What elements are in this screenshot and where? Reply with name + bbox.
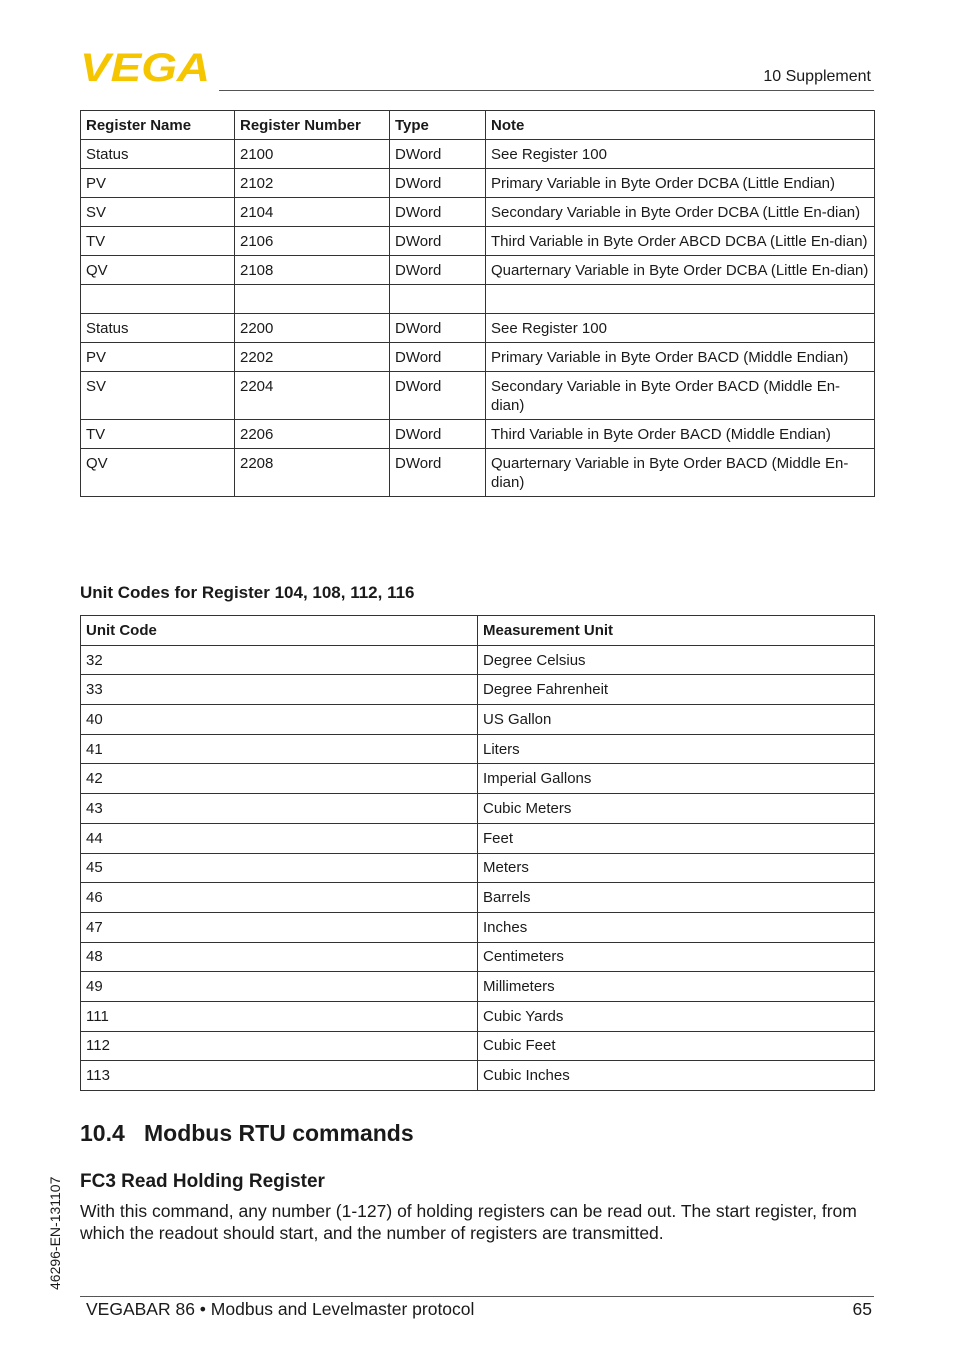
- cell-register-name: [81, 285, 235, 314]
- table-row: [81, 675, 875, 705]
- cell-unit-code: 45: [81, 853, 478, 883]
- table-row: [81, 198, 875, 227]
- cell-measurement-unit: Liters: [478, 734, 875, 764]
- svg-text:VEGA: VEGA: [80, 50, 210, 84]
- cell-type: [390, 285, 486, 314]
- cell-unit-code: 44: [81, 823, 478, 853]
- cell-register-number: 2208: [235, 449, 390, 497]
- section-title: Modbus RTU commands: [144, 1120, 414, 1146]
- header-type: Type: [390, 111, 486, 140]
- cell-register-number: 2102: [235, 169, 390, 198]
- cell-note: See Register 100: [486, 140, 875, 169]
- cell-measurement-unit: Cubic Meters: [478, 794, 875, 824]
- cell-type: DWord: [390, 227, 486, 256]
- cell-measurement-unit: Centimeters: [478, 942, 875, 972]
- body-paragraph: With this command, any number (1-127) of holding registers can be read out. The start register, from which the readout should start, and the number of registers are transmitted.: [80, 1201, 857, 1243]
- cell-measurement-unit: Feet: [478, 823, 875, 853]
- cell-unit-code: 43: [81, 794, 478, 824]
- cell-register-name: QV: [81, 449, 235, 497]
- cell-register-name: TV: [81, 420, 235, 449]
- cell-register-number: 2108: [235, 256, 390, 285]
- cell-measurement-unit: Barrels: [478, 883, 875, 913]
- header-register-name: Register Name: [81, 111, 235, 140]
- cell-note: Secondary Variable in Byte Order BACD (Middle En-dian): [486, 372, 875, 420]
- cell-register-name: SV: [81, 198, 235, 227]
- cell-note: [486, 285, 875, 314]
- cell-type: DWord: [390, 372, 486, 420]
- footer-title: VEGABAR 86 • Modbus and Levelmaster protocol: [86, 1299, 475, 1319]
- cell-note: Quarternary Variable in Byte Order BACD (Middle En-dian): [486, 449, 875, 497]
- header-unit-code: Unit Code: [81, 616, 478, 646]
- unit-codes-title: Unit Codes for Register 104, 108, 112, 116: [80, 583, 415, 602]
- register-table: [80, 110, 875, 497]
- table-row: [81, 285, 875, 314]
- cell-register-name: QV: [81, 256, 235, 285]
- cell-unit-code: 42: [81, 764, 478, 794]
- table-row: [81, 449, 875, 497]
- cell-measurement-unit: Inches: [478, 912, 875, 942]
- section-heading: [80, 1120, 414, 1147]
- table-row: [81, 645, 875, 675]
- cell-measurement-unit: Imperial Gallons: [478, 764, 875, 794]
- table-row: [81, 343, 875, 372]
- cell-measurement-unit: Cubic Feet: [478, 1031, 875, 1061]
- table-row: [81, 883, 875, 913]
- cell-note: Third Variable in Byte Order ABCD DCBA (Little En-dian): [486, 227, 875, 256]
- cell-type: DWord: [390, 169, 486, 198]
- section-number: 10.4: [80, 1120, 125, 1146]
- table-row: [81, 227, 875, 256]
- cell-register-number: 2106: [235, 227, 390, 256]
- footer-rule: [80, 1296, 874, 1297]
- cell-register-name: Status: [81, 140, 235, 169]
- cell-measurement-unit: US Gallon: [478, 705, 875, 735]
- cell-unit-code: 33: [81, 675, 478, 705]
- table-row: [81, 972, 875, 1002]
- header-rule: [219, 90, 874, 91]
- cell-unit-code: 46: [81, 883, 478, 913]
- table-row: [81, 912, 875, 942]
- cell-unit-code: 113: [81, 1061, 478, 1091]
- table-row: [81, 314, 875, 343]
- table-row: [81, 140, 875, 169]
- cell-register-number: 2202: [235, 343, 390, 372]
- header-measurement-unit: Measurement Unit: [478, 616, 875, 646]
- cell-measurement-unit: Degree Fahrenheit: [478, 675, 875, 705]
- cell-unit-code: 40: [81, 705, 478, 735]
- table-row: [81, 734, 875, 764]
- cell-type: DWord: [390, 420, 486, 449]
- cell-note: Primary Variable in Byte Order DCBA (Little Endian): [486, 169, 875, 198]
- cell-type: DWord: [390, 256, 486, 285]
- section-label: 10 Supplement: [763, 68, 871, 85]
- table-row: [81, 1061, 875, 1091]
- cell-register-name: PV: [81, 169, 235, 198]
- cell-unit-code: 32: [81, 645, 478, 675]
- cell-measurement-unit: Cubic Yards: [478, 1001, 875, 1031]
- cell-note: Third Variable in Byte Order BACD (Middle Endian): [486, 420, 875, 449]
- cell-unit-code: 111: [81, 1001, 478, 1031]
- table-row: [81, 853, 875, 883]
- cell-register-number: 2204: [235, 372, 390, 420]
- cell-note: Secondary Variable in Byte Order DCBA (Little En-dian): [486, 198, 875, 227]
- table-row: [81, 942, 875, 972]
- cell-register-number: 2200: [235, 314, 390, 343]
- cell-measurement-unit: Meters: [478, 853, 875, 883]
- page-number: 65: [852, 1299, 872, 1319]
- cell-register-name: PV: [81, 343, 235, 372]
- cell-note: Primary Variable in Byte Order BACD (Middle Endian): [486, 343, 875, 372]
- cell-register-number: 2100: [235, 140, 390, 169]
- cell-note: Quarternary Variable in Byte Order DCBA (Little En-dian): [486, 256, 875, 285]
- cell-register-name: Status: [81, 314, 235, 343]
- cell-measurement-unit: Cubic Inches: [478, 1061, 875, 1091]
- cell-note: See Register 100: [486, 314, 875, 343]
- subsection-heading: FC3 Read Holding Register: [80, 1171, 325, 1192]
- header-register-number: Register Number: [235, 111, 390, 140]
- table-row: [81, 256, 875, 285]
- unit-codes-table: [80, 615, 875, 1091]
- table-row: [81, 794, 875, 824]
- cell-unit-code: 41: [81, 734, 478, 764]
- cell-register-number: 2104: [235, 198, 390, 227]
- cell-register-number: 2206: [235, 420, 390, 449]
- vega-logo: [80, 50, 212, 84]
- table-row: [81, 823, 875, 853]
- table-row: [81, 1031, 875, 1061]
- cell-measurement-unit: Millimeters: [478, 972, 875, 1002]
- register-table-header: [81, 111, 875, 140]
- table-row: [81, 764, 875, 794]
- cell-register-number: [235, 285, 390, 314]
- cell-type: DWord: [390, 198, 486, 227]
- table-row: [81, 372, 875, 420]
- cell-type: DWord: [390, 343, 486, 372]
- cell-unit-code: 49: [81, 972, 478, 1002]
- unit-codes-header: [81, 616, 875, 646]
- cell-unit-code: 47: [81, 912, 478, 942]
- document-number: 46296-EN-131107: [47, 1176, 63, 1290]
- cell-register-name: SV: [81, 372, 235, 420]
- table-row: [81, 420, 875, 449]
- cell-measurement-unit: Degree Celsius: [478, 645, 875, 675]
- cell-type: DWord: [390, 140, 486, 169]
- cell-type: DWord: [390, 314, 486, 343]
- header-note: Note: [486, 111, 875, 140]
- cell-unit-code: 112: [81, 1031, 478, 1061]
- cell-register-name: TV: [81, 227, 235, 256]
- cell-unit-code: 48: [81, 942, 478, 972]
- table-row: [81, 1001, 875, 1031]
- table-row: [81, 705, 875, 735]
- table-row: [81, 169, 875, 198]
- cell-type: DWord: [390, 449, 486, 497]
